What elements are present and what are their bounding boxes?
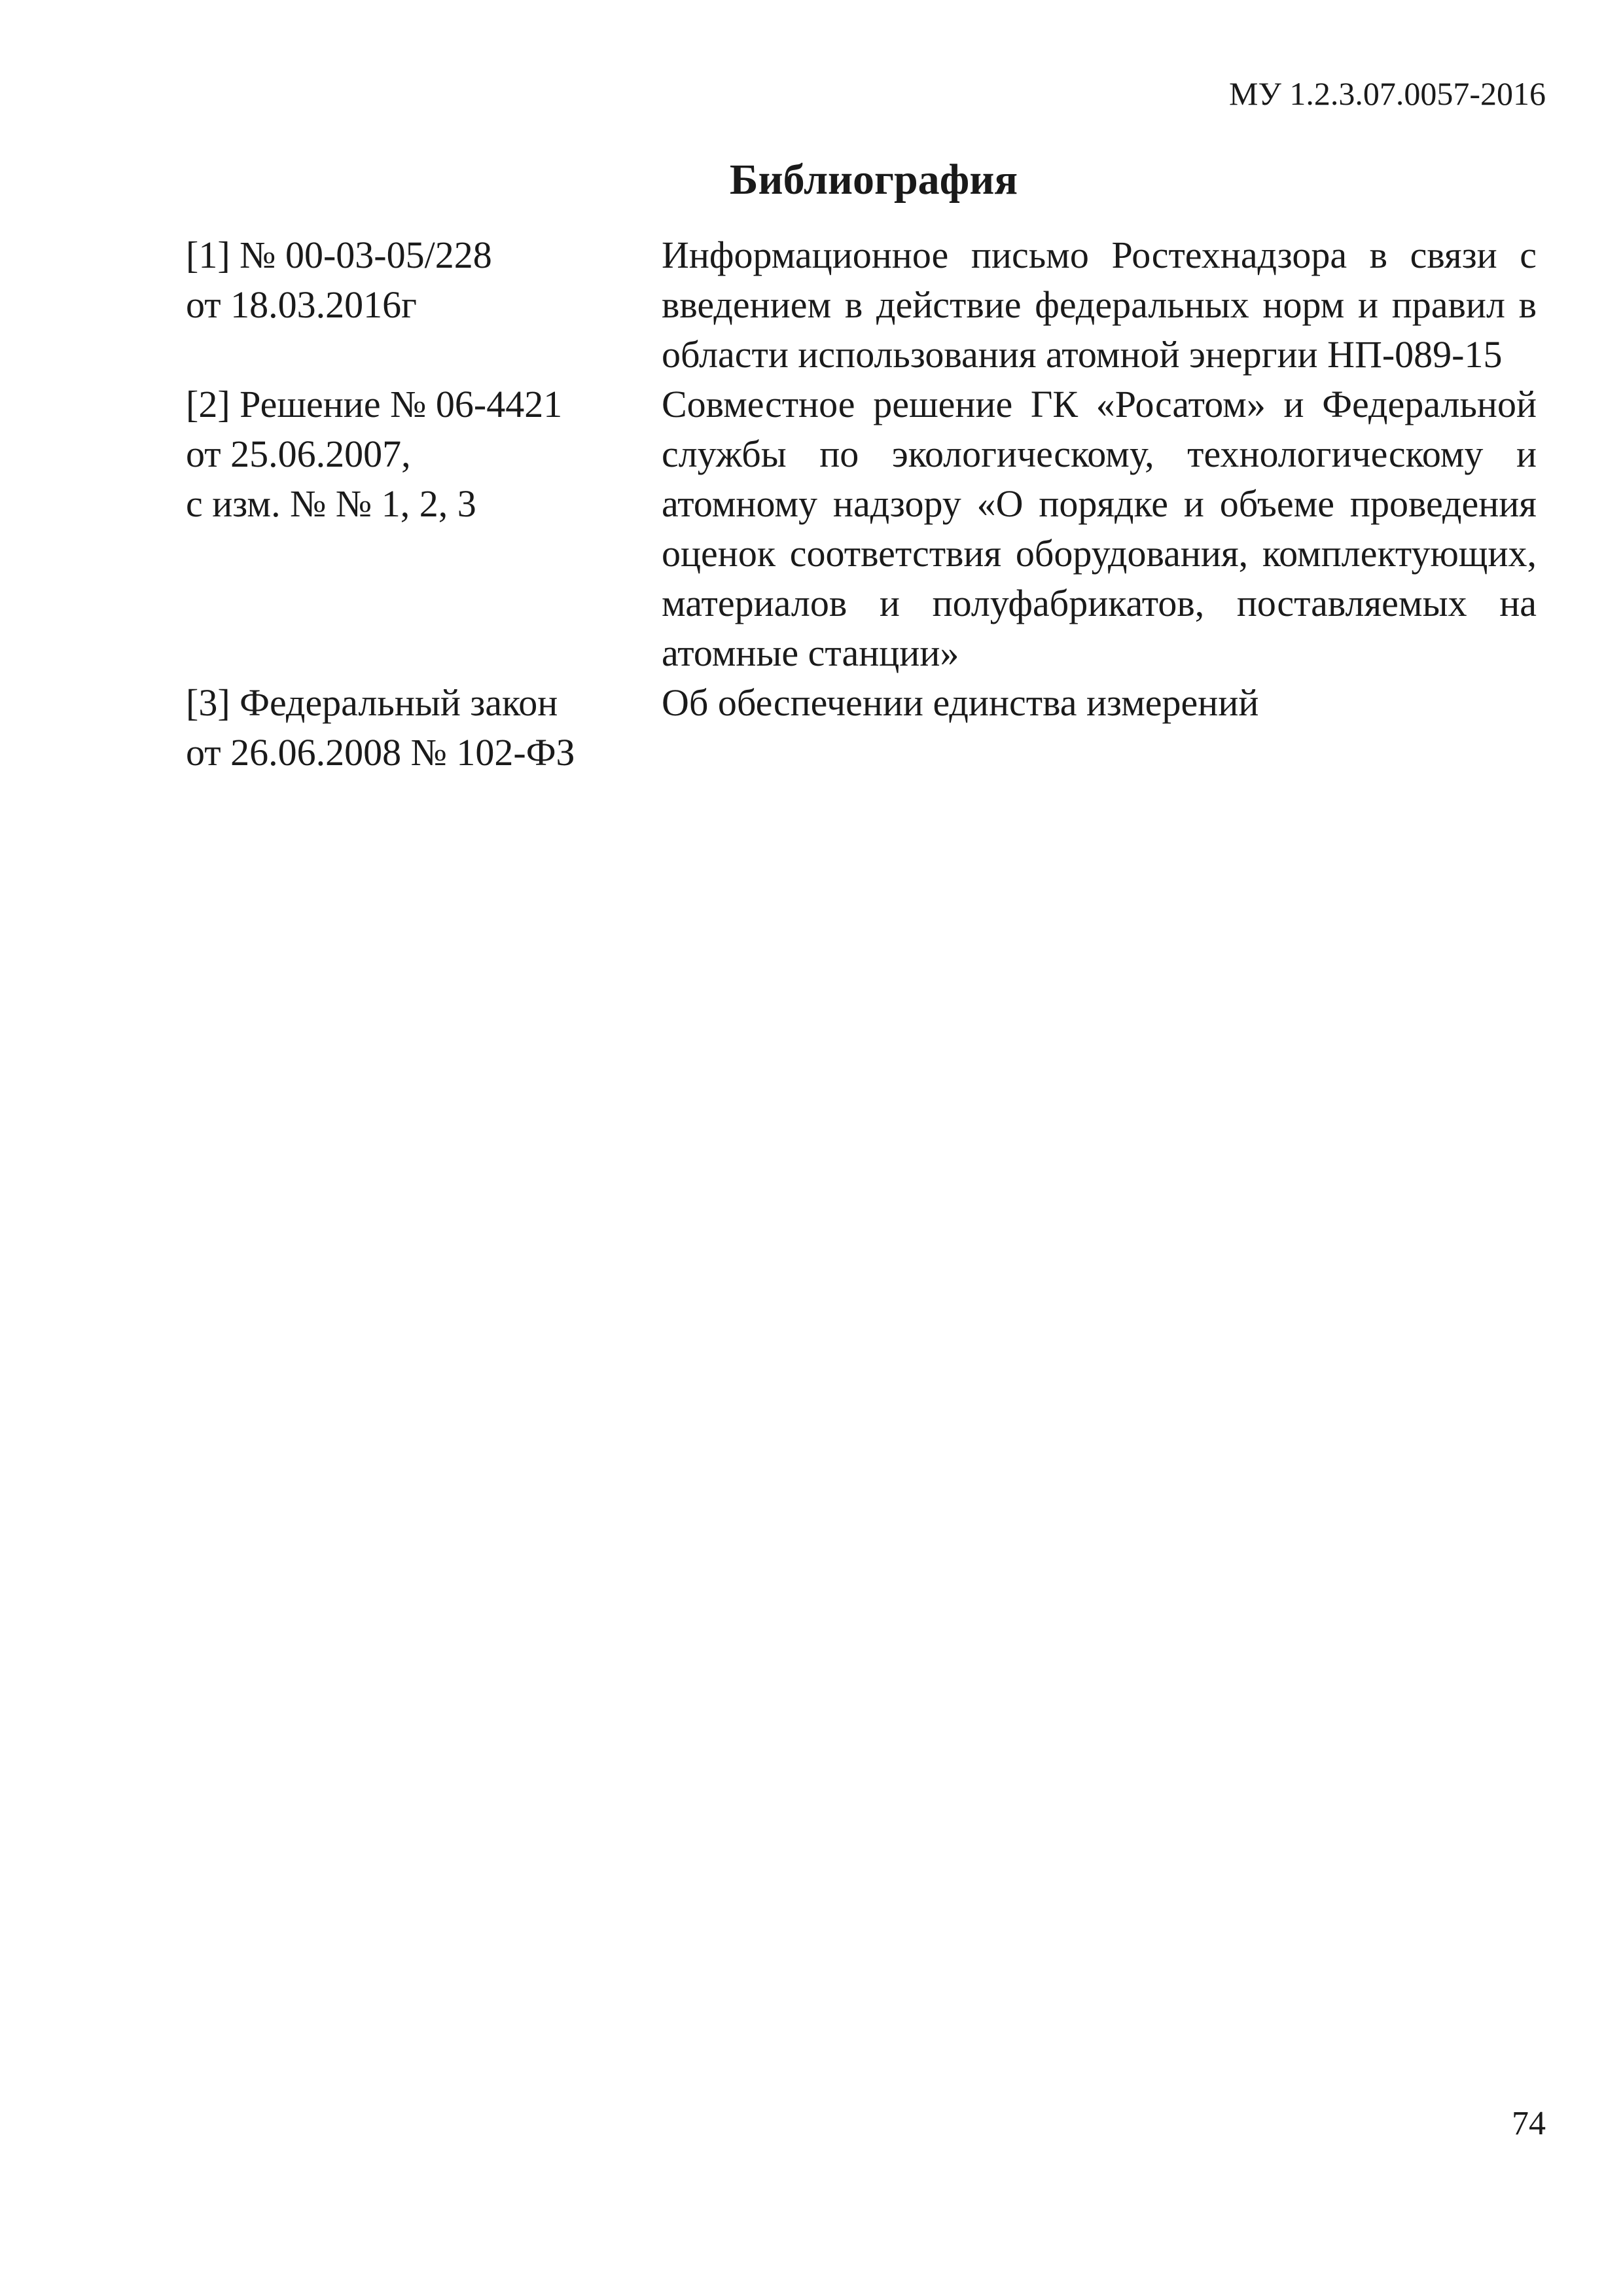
bibliography-reference xyxy=(186,678,662,778)
reference-line: [1] № 00-03-05/228 xyxy=(186,234,492,276)
bibliography-entry xyxy=(186,230,1537,380)
bibliography-list xyxy=(186,230,1537,778)
reference-line: с изм. № № 1, 2, 3 xyxy=(186,482,476,525)
bibliography-description: Информационное письмо Ростехнадзора в связи с введением в действие федеральных норм и правил в области использования атомной энергии НП-089-15 xyxy=(662,234,1537,376)
reference-line: [3] Федеральный закон xyxy=(186,681,558,724)
bibliography-entry xyxy=(186,380,1537,678)
bibliography-description: Об обеспечении единства измерений xyxy=(662,681,1259,724)
document-code: МУ 1.2.3.07.0057-2016 xyxy=(1228,75,1546,112)
reference-line: от 18.03.2016г xyxy=(186,283,417,326)
bibliography-reference xyxy=(186,230,662,380)
bibliography-entry xyxy=(186,678,1537,778)
bibliography-description: Совместное решение ГК «Росатом» и Федеральной службы по экологическому, технологическому и атомному надзору «О порядке и объеме проведения оценок соответствия оборудования, комплектующих, материалов и полуфабрикатов, поставляемых на атомные станции» xyxy=(662,383,1537,674)
reference-line: от 26.06.2008 № 102-ФЗ xyxy=(186,731,575,774)
reference-line: от 25.06.2007, xyxy=(186,433,411,475)
bibliography-reference xyxy=(186,380,662,678)
page-title: Библиография xyxy=(729,156,1018,204)
reference-line: [2] Решение № 06-4421 xyxy=(186,383,563,425)
page-number: 74 xyxy=(1512,2105,1546,2142)
